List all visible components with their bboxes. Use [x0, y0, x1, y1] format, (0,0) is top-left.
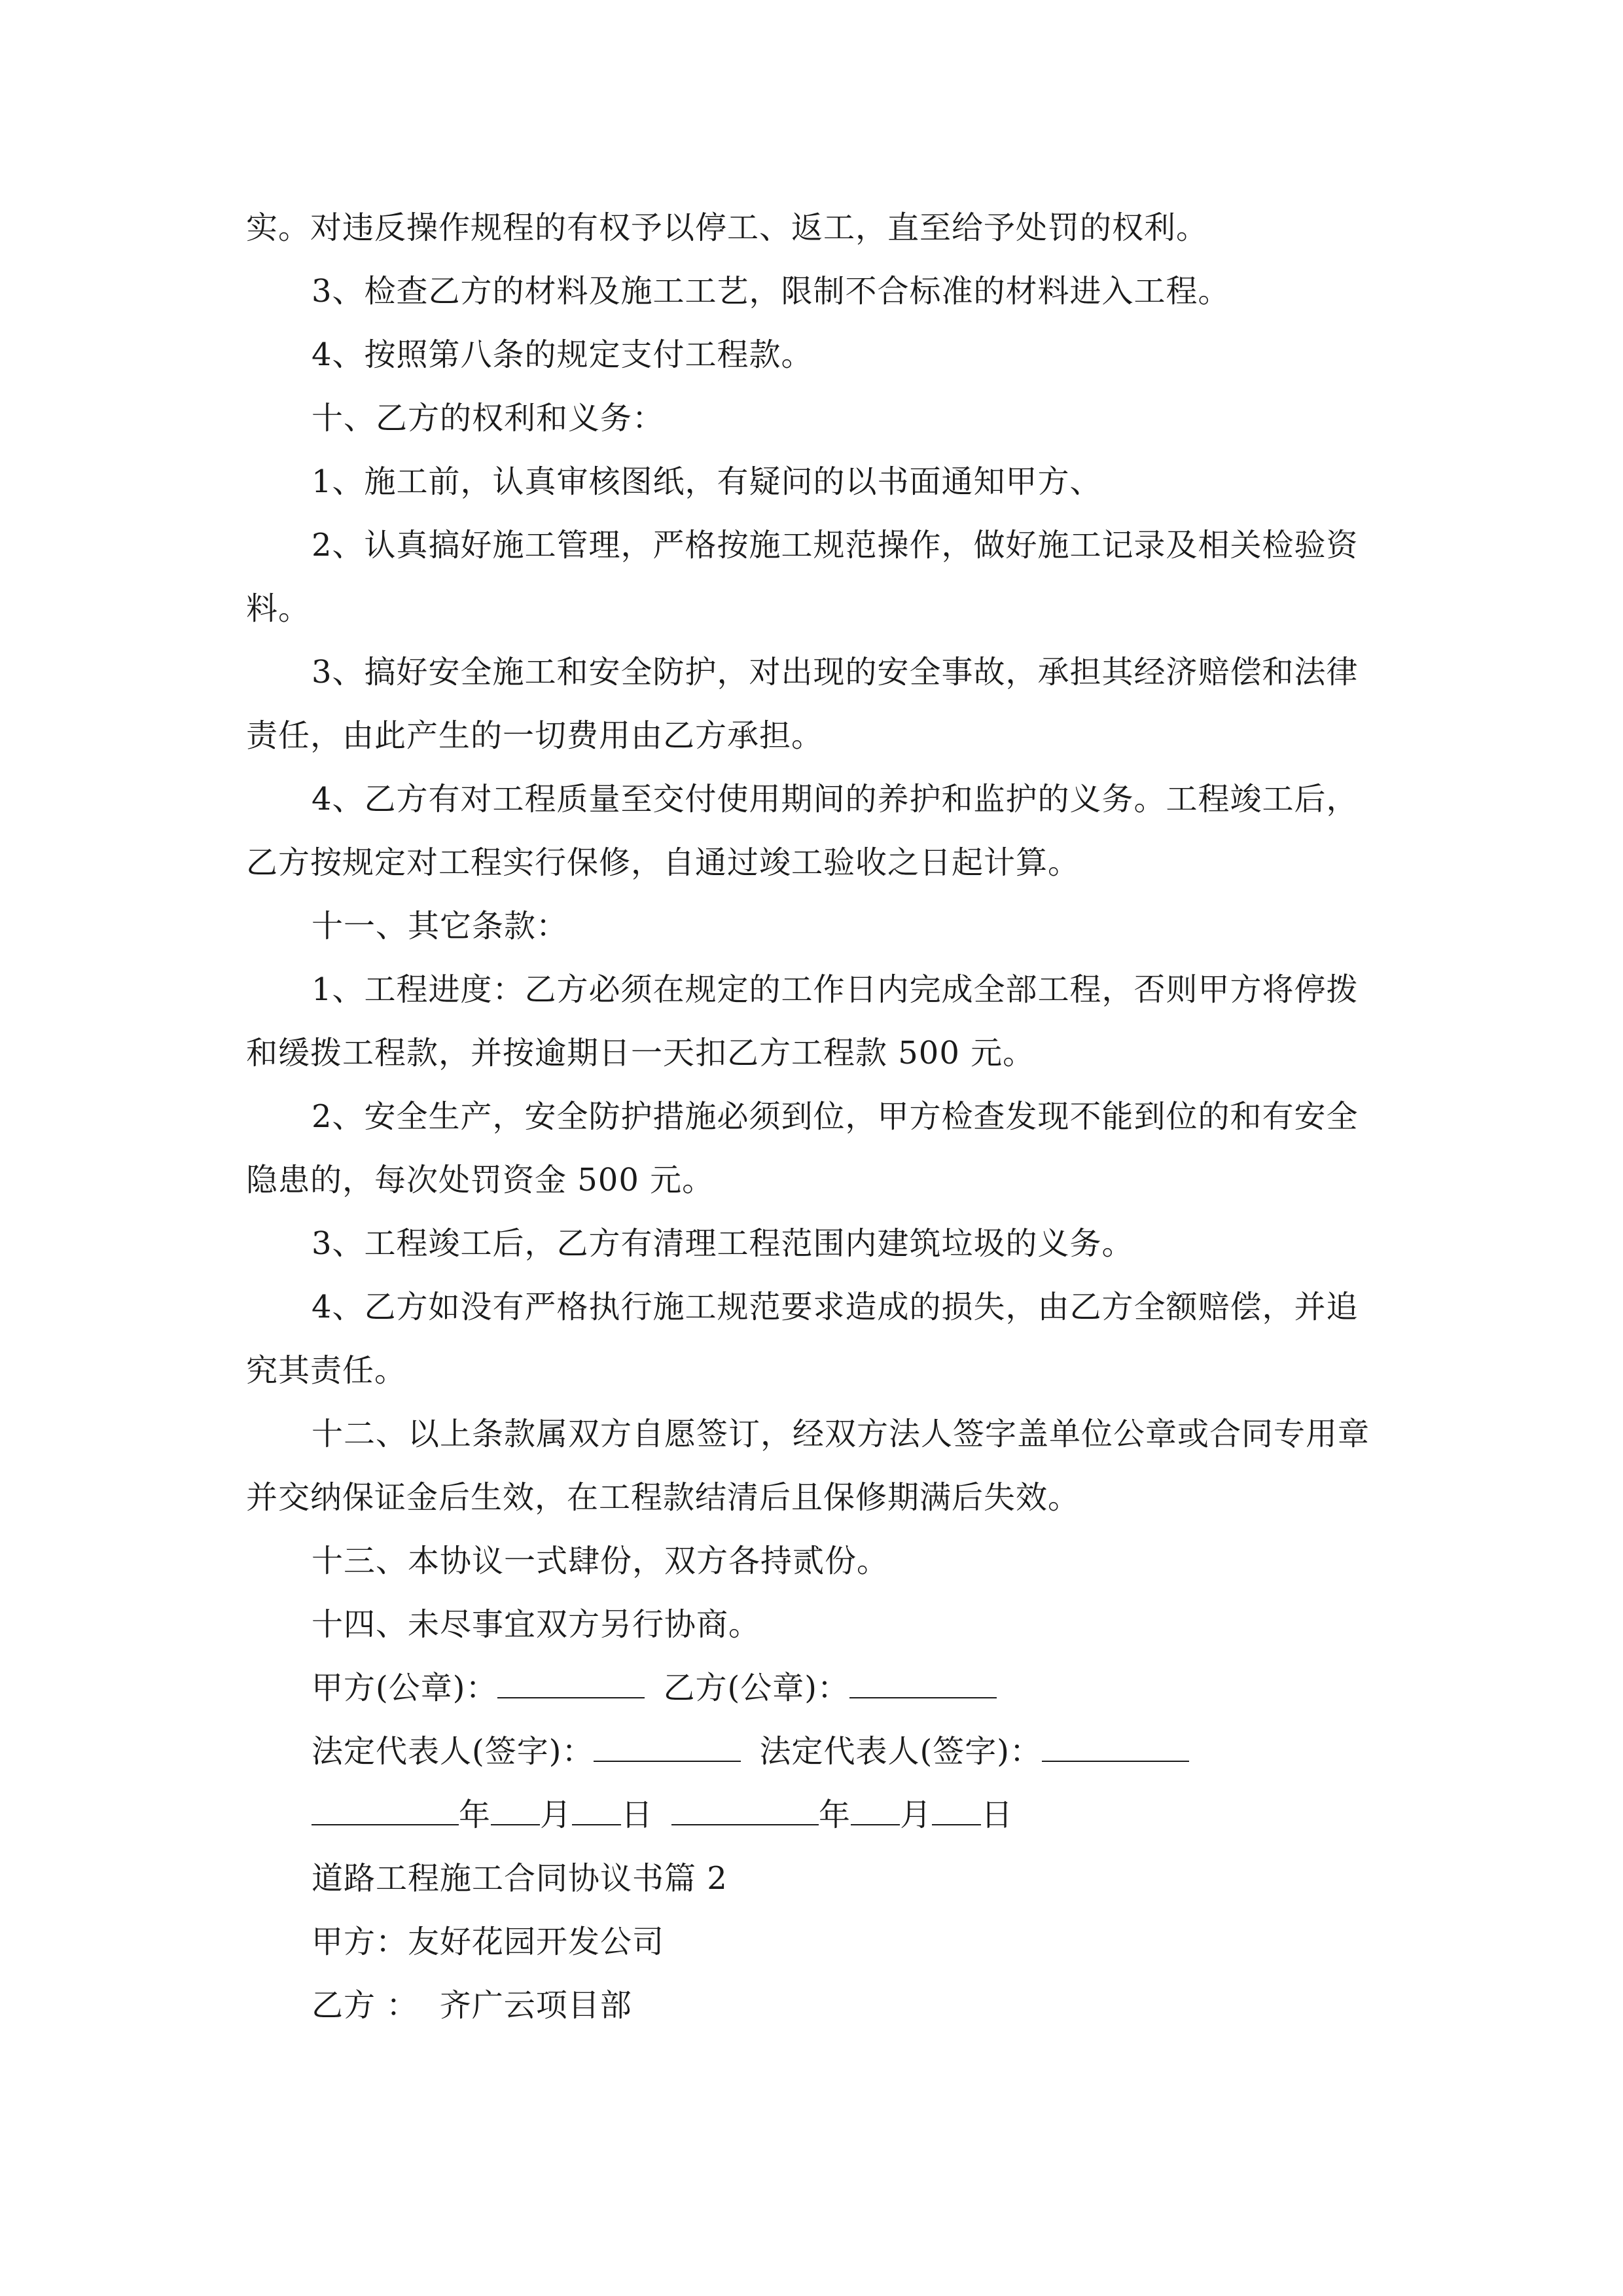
- seal-line: [246, 1657, 1378, 1720]
- paragraph-9-line-1: 十一、其它条款：: [312, 908, 569, 944]
- paragraph-1-line-1: 实。对违反操作规程的有权予以停工、返工，直至给予处罚的权利。: [246, 209, 1209, 246]
- paragraph-10-line-2: 和缓拨工程款，并按逾期日一天扣乙方工程款 500 元。: [246, 1035, 1035, 1071]
- paragraph-10-line-1: 1、工程进度：乙方必须在规定的工作日内完成全部工程，否则甲方将停拨: [312, 971, 1359, 1008]
- year-b-blank[interactable]: [671, 1798, 819, 1825]
- day-a-blank[interactable]: [572, 1798, 621, 1825]
- representative-line: [246, 1720, 1378, 1784]
- year-a-label: 年: [459, 1797, 491, 1833]
- rep-b-label: 法定代表人(签字)：: [759, 1733, 1042, 1770]
- paragraph-8-line-2: 乙方按规定对工程实行保修，自通过竣工验收之日起计算。: [246, 844, 1080, 881]
- paragraph-16-line-1: 十四、未尽事宜双方另行协商。: [312, 1606, 761, 1643]
- day-b-label: 日: [981, 1797, 1014, 1833]
- document-page: [246, 196, 1378, 2037]
- paragraph-11-line-1: 2、安全生产，安全防护措施必须到位，甲方检查发现不能到位的和有安全: [312, 1098, 1359, 1135]
- contract-body: [246, 196, 1378, 1657]
- paragraph-13-line-2: 究其责任。: [246, 1352, 407, 1389]
- rep-a-label: 法定代表人(签字)：: [312, 1733, 594, 1770]
- paragraph-6-line-2: 料。: [246, 590, 311, 627]
- paragraph-14-line-2: 并交纳保证金后生效，在工程款结清后且保修期满后失效。: [246, 1479, 1080, 1516]
- year-b-label: 年: [819, 1797, 851, 1833]
- day-b-blank[interactable]: [932, 1798, 981, 1825]
- party-b-seal-label: 乙方(公章)：: [663, 1670, 849, 1706]
- day-a-label: 日: [621, 1797, 654, 1833]
- month-a-blank[interactable]: [491, 1798, 540, 1825]
- month-b-label: 月: [900, 1797, 933, 1833]
- party-a-seal-blank[interactable]: [497, 1671, 645, 1698]
- paragraph-2-line-1: 3、检查乙方的材料及施工工艺，限制不合标准的材料进入工程。: [312, 273, 1230, 310]
- paragraph-12-line-1: 3、工程竣工后，乙方有清理工程范围内建筑垃圾的义务。: [312, 1225, 1134, 1262]
- paragraph-7-line-2: 责任，由此产生的一切费用由乙方承担。: [246, 717, 824, 754]
- section2-party-b: 乙方 ： 齐广云项目部: [312, 1987, 632, 2024]
- month-a-label: 月: [540, 1797, 573, 1833]
- paragraph-4-line-1: 十、乙方的权利和义务：: [312, 400, 665, 437]
- rep-b-blank[interactable]: [1042, 1734, 1189, 1762]
- rep-a-blank[interactable]: [594, 1734, 741, 1762]
- paragraph-6-line-1: 2、认真搞好施工管理，严格按施工规范操作，做好施工记录及相关检验资: [312, 527, 1359, 564]
- date-line: [246, 1784, 1378, 1847]
- paragraph-8-line-1: 4、乙方有对工程质量至交付使用期间的养护和监护的义务。工程竣工后，: [312, 781, 1359, 817]
- party-a-seal-label: 甲方(公章)：: [312, 1670, 498, 1706]
- paragraph-7-line-1: 3、搞好安全施工和安全防护，对出现的安全事故，承担其经济赔偿和法律: [312, 654, 1359, 691]
- paragraph-14-line-1: 十二、以上条款属双方自愿签订，经双方法人签字盖单位公章或合同专用章: [312, 1416, 1370, 1452]
- paragraph-11-line-2: 隐患的，每次处罚资金 500 元。: [246, 1162, 715, 1198]
- section2-title: 道路工程施工合同协议书篇 2: [312, 1860, 728, 1897]
- paragraph-5-line-1: 1、施工前，认真审核图纸，有疑问的以书面通知甲方、: [312, 463, 1102, 500]
- party-b-seal-blank[interactable]: [849, 1671, 997, 1698]
- month-b-blank[interactable]: [851, 1798, 900, 1825]
- year-a-blank[interactable]: [312, 1798, 459, 1825]
- paragraph-3-line-1: 4、按照第八条的规定支付工程款。: [312, 336, 813, 373]
- paragraph-15-line-1: 十三、本协议一式肆份，双方各持贰份。: [312, 1543, 889, 1579]
- section2-party-a: 甲方：友好花园开发公司: [312, 1924, 665, 1960]
- paragraph-13-line-1: 4、乙方如没有严格执行施工规范要求造成的损失，由乙方全额赔偿，并追: [312, 1289, 1359, 1325]
